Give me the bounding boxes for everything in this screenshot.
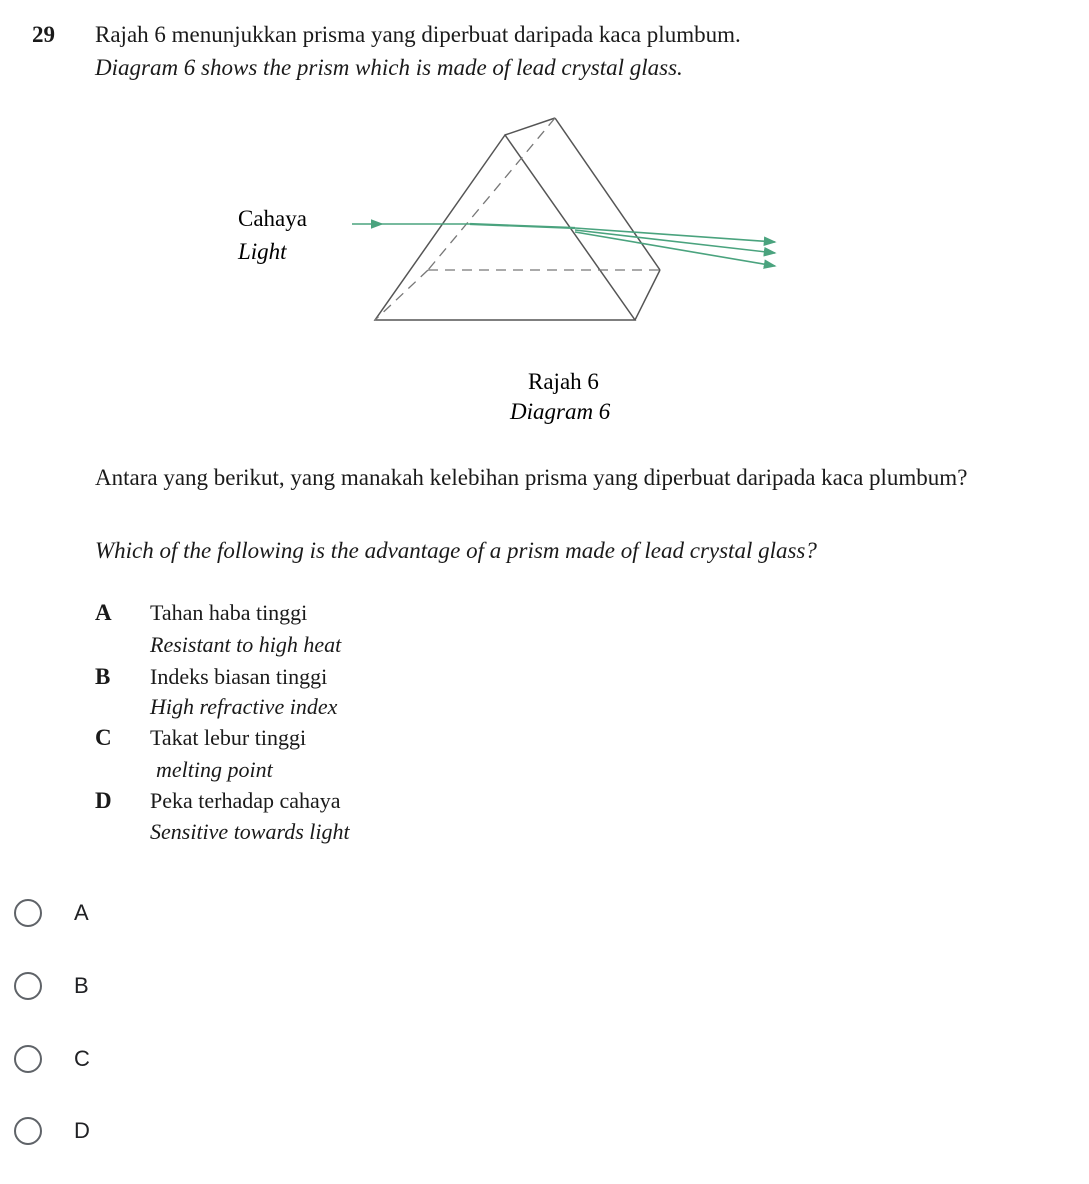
- answer-choice-label: A: [74, 900, 89, 925]
- answer-choice-label: C: [74, 1046, 90, 1071]
- question-stem-ms: Rajah 6 menunjukkan prisma yang diperbuat daripada kaca plumbum.: [95, 22, 741, 47]
- hidden-bottom-left-edge: [375, 270, 428, 320]
- prism-back-right-edge: [555, 118, 660, 270]
- diagram-caption-ms: Rajah 6: [528, 369, 599, 394]
- dispersed-ray-1: [575, 228, 775, 242]
- answer-choice-label: D: [74, 1118, 90, 1143]
- option-text-en: Sensitive towards light: [150, 819, 350, 844]
- option-letter: D: [95, 788, 112, 813]
- option-text-en: High refractive index: [150, 694, 338, 719]
- answer-choice-b[interactable]: [14, 968, 89, 1004]
- answer-choice-d[interactable]: [14, 1113, 90, 1149]
- prism-outline: [375, 118, 660, 320]
- prism-bottom-right-edge: [635, 270, 660, 320]
- prism-hidden-edges: [375, 118, 660, 320]
- radio-button[interactable]: [14, 1117, 42, 1145]
- question-number: 29: [32, 22, 55, 47]
- prism-diagram: [0, 0, 1089, 460]
- option-text-en: Resistant to high heat: [150, 632, 342, 657]
- option-letter: B: [95, 664, 111, 689]
- option-text-ms: Tahan haba tinggi: [150, 600, 308, 625]
- light-ray: [352, 224, 775, 266]
- option-text-ms: Takat lebur tinggi: [150, 725, 307, 750]
- option-text-ms: Indeks biasan tinggi: [150, 664, 328, 689]
- option-text-en: melting point: [156, 757, 273, 782]
- prism-top-edge: [505, 118, 555, 135]
- prism-front-face: [375, 135, 635, 320]
- question-prompt-en: Which of the following is the advantage of a prism made of lead crystal glass?: [95, 538, 817, 563]
- light-label-en: Light: [238, 239, 287, 264]
- answer-choice-a[interactable]: [14, 895, 89, 931]
- ray-inside-prism: [470, 224, 575, 228]
- answer-choice-label: B: [74, 973, 89, 998]
- option-letter: A: [95, 600, 112, 625]
- question-prompt-ms: Antara yang berikut, yang manakah kelebihan prisma yang diperbuat daripada kaca plumbum?: [95, 465, 968, 490]
- radio-button[interactable]: [14, 899, 42, 927]
- answer-choice-c[interactable]: [14, 1041, 90, 1077]
- option-text-ms: Peka terhadap cahaya: [150, 788, 341, 813]
- question-stem-en: Diagram 6 shows the prism which is made of lead crystal glass.: [95, 55, 683, 80]
- option-letter: C: [95, 725, 112, 750]
- light-label-ms: Cahaya: [238, 206, 307, 231]
- diagram-caption-en: Diagram 6: [510, 399, 611, 424]
- radio-button[interactable]: [14, 1045, 42, 1073]
- radio-button[interactable]: [14, 972, 42, 1000]
- hidden-back-left-edge: [428, 118, 555, 270]
